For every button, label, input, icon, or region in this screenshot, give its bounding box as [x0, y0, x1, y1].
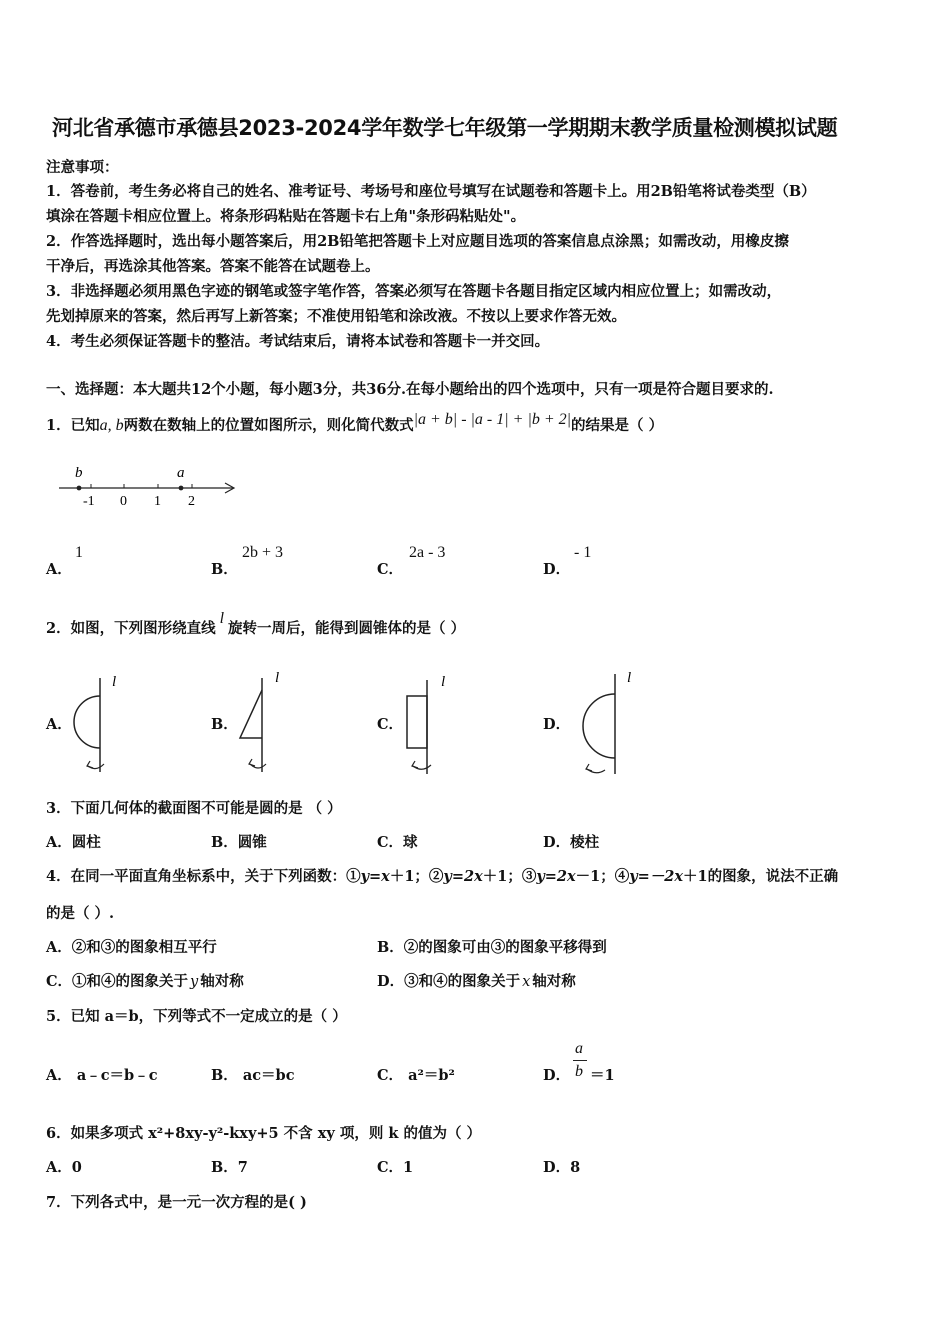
q4-text: ＋1的图象，说法不正确	[683, 868, 839, 885]
q3-stem: 3．下面几何体的截面图不可能是圆的是 （ ）	[46, 800, 342, 817]
q2-stem	[46, 610, 466, 638]
q1-expression: |a + b| - |a - 1| + |b + 2|	[413, 411, 572, 428]
option-letter: A．	[46, 1067, 72, 1084]
q6-option: C．1	[377, 1159, 414, 1176]
q3-option: C．球	[377, 834, 418, 851]
q4-function: y=－2x	[629, 868, 684, 885]
q6-option: B．7	[211, 1159, 248, 1176]
q4-option-b	[377, 936, 607, 957]
option-text: 轴对称	[532, 973, 576, 990]
option-value: a²＝b²	[408, 1067, 455, 1084]
q4-option-c	[46, 970, 244, 991]
q4-function: y=x	[360, 868, 390, 885]
q1-number-line	[55, 460, 245, 515]
notice-line: 1．答卷前，考生务必将自己的姓名、准考证号、考场号和座位号填写在试题卷和答题卡上。用2B铅笔将试卷类型（B）	[46, 183, 816, 200]
q2-figure-c	[398, 668, 468, 780]
option-text: B．②的图象可由③的图象平移得到	[377, 939, 607, 956]
notice-heading: 注意事项：	[46, 159, 119, 176]
notice-line: 填涂在答题卡相应位置上。将条形码粘贴在答题卡右上角"条形码粘贴处"。	[46, 208, 526, 225]
point-b	[77, 486, 82, 491]
fraction-denominator: b	[575, 1063, 583, 1080]
q4-stem-line2: 的是（ ）.	[46, 905, 115, 922]
q2-option-letter: C．	[377, 716, 404, 733]
tick-label: 0	[120, 494, 127, 509]
q4-option-d	[377, 970, 576, 991]
q1-option-letter: C．	[377, 561, 404, 578]
rectangle-shape	[407, 696, 427, 748]
q1-stem	[46, 411, 664, 435]
tick-label: 2	[188, 494, 195, 509]
page-title: 河北省承德市承德县2023-2024学年数学七年级第一学期期末教学质量检测模拟试题	[52, 116, 838, 140]
q2-option-letter: D．	[543, 716, 571, 733]
option-var: x	[522, 974, 531, 990]
arrowhead-icon	[586, 764, 592, 771]
q1-option-letter: A．	[46, 561, 72, 578]
q1-option-letter: D．	[543, 561, 571, 578]
q3-option: D．棱柱	[543, 834, 600, 851]
q1-vars: a, b	[99, 417, 124, 434]
q4-stem-line1	[46, 865, 838, 886]
point-a	[179, 486, 184, 491]
option-text: A．②和③的图象相互平行	[46, 939, 217, 956]
option-var: y	[190, 974, 199, 990]
q1-option-value: 2b + 3	[242, 544, 284, 561]
label-b: b	[75, 465, 83, 481]
section-heading: 一、选择题：本大题共12个小题，每小题3分，共36分.在每小题给出的四个选项中，只有一项是符合题目要求的.	[46, 381, 774, 398]
option-text: 轴对称	[200, 973, 244, 990]
q2-option-letter: B．	[211, 716, 238, 733]
q5-option-b	[211, 1064, 295, 1085]
option-text: D．③和④的图象关于	[377, 973, 521, 990]
axis-label: l	[275, 670, 280, 686]
q2-post: 旋转一周后，能得到圆锥体的是（ ）	[228, 620, 466, 637]
q6-option: A．0	[46, 1159, 82, 1176]
notice-line: 3．非选择题必须用黑色字迹的钢笔或签字笔作答，答案必须写在答题卡各题目指定区域内相应位置上；如需改动，	[46, 283, 782, 300]
q2-pre: 2．如图，下列图形绕直线	[46, 620, 216, 637]
q1-option-letter: B．	[211, 561, 238, 578]
q1-post: 的结果是（ ）	[571, 417, 664, 434]
tick-label: -1	[83, 494, 95, 509]
q2-var: l	[219, 610, 225, 627]
option-value: a﹣c＝b﹣c	[76, 1067, 158, 1084]
semicircle-shape	[74, 696, 100, 748]
q7-stem: 7．下列各式中，是一元一次方程的是( )	[46, 1194, 307, 1211]
q4-text: 4．在同一平面直角坐标系中，关于下列函数：①	[46, 868, 361, 885]
q5-option-d-letter: D．	[543, 1067, 571, 1084]
axis-label: l	[112, 674, 117, 690]
notice-line: 干净后，再选涂其他答案。答案不能答在试题卷上。	[46, 258, 380, 275]
q6-option: D．8	[543, 1159, 581, 1176]
q2-figure-d	[565, 664, 645, 780]
notice-line: 先划掉原来的答案，然后再写上新答案；不准使用铅笔和涂改液。不按以上要求作答无效。	[46, 308, 626, 325]
q5-option-d-value: ＝1	[590, 1067, 615, 1084]
q3-option: B．圆锥	[211, 834, 267, 851]
q4-text: －1；④	[575, 868, 630, 885]
q5-option-c	[377, 1064, 455, 1085]
option-letter: C．	[377, 1067, 404, 1084]
q1-pre: 1．已知	[46, 417, 100, 434]
q4-text: ＋1；②	[389, 868, 444, 885]
q1-option-value: 1	[75, 544, 83, 561]
semicircle-shape	[583, 694, 615, 758]
q4-function: y=2x	[443, 868, 483, 885]
q2-figure-a	[68, 668, 138, 780]
notice-line: 4．考生必须保证答题卡的整洁。考试结束后，请将本试卷和答题卡一并交回。	[46, 333, 550, 350]
arrowhead-icon	[249, 759, 255, 766]
tick-label: 1	[154, 494, 161, 509]
rotation-arrow-icon	[88, 764, 104, 769]
triangle-shape	[240, 690, 262, 738]
q1-option-value: - 1	[574, 544, 592, 561]
q4-function: y=2x	[536, 868, 576, 885]
q2-option-letter: A．	[46, 716, 72, 733]
q6-stem: 6．如果多项式 x²+8xy-y²-kxy+5 不含 xy 项，则 k 的值为（ ）	[46, 1125, 482, 1142]
q5-stem: 5．已知 a＝b，下列等式不一定成立的是（ ）	[46, 1008, 347, 1025]
axis-label: l	[441, 674, 446, 690]
q1-option-value: 2a - 3	[409, 544, 446, 561]
option-letter: B．	[211, 1067, 238, 1084]
label-a: a	[177, 465, 185, 481]
option-value: ac＝bc	[242, 1067, 295, 1084]
arrowhead-icon	[87, 761, 93, 768]
q2-figure-b	[232, 668, 302, 780]
axis-label: l	[627, 670, 632, 686]
option-text: C．①和④的图象关于	[46, 973, 189, 990]
q4-text: ＋1；③	[482, 868, 537, 885]
notice-line: 2．作答选择题时，选出每小题答案后，用2B铅笔把答题卡上对应题目选项的答案信息点涂黑；如需改动，用橡皮擦	[46, 233, 789, 250]
fraction-numerator: a	[575, 1040, 583, 1057]
q1-mid: 两数在数轴上的位置如图所示，则化简代数式	[123, 417, 414, 434]
fraction-bar	[573, 1060, 587, 1061]
q5-option-a	[46, 1064, 158, 1085]
q4-option-a	[46, 936, 217, 957]
rotation-arrow-icon	[587, 769, 605, 773]
arrowhead-icon	[412, 761, 418, 768]
q3-option: A．圆柱	[46, 834, 101, 851]
